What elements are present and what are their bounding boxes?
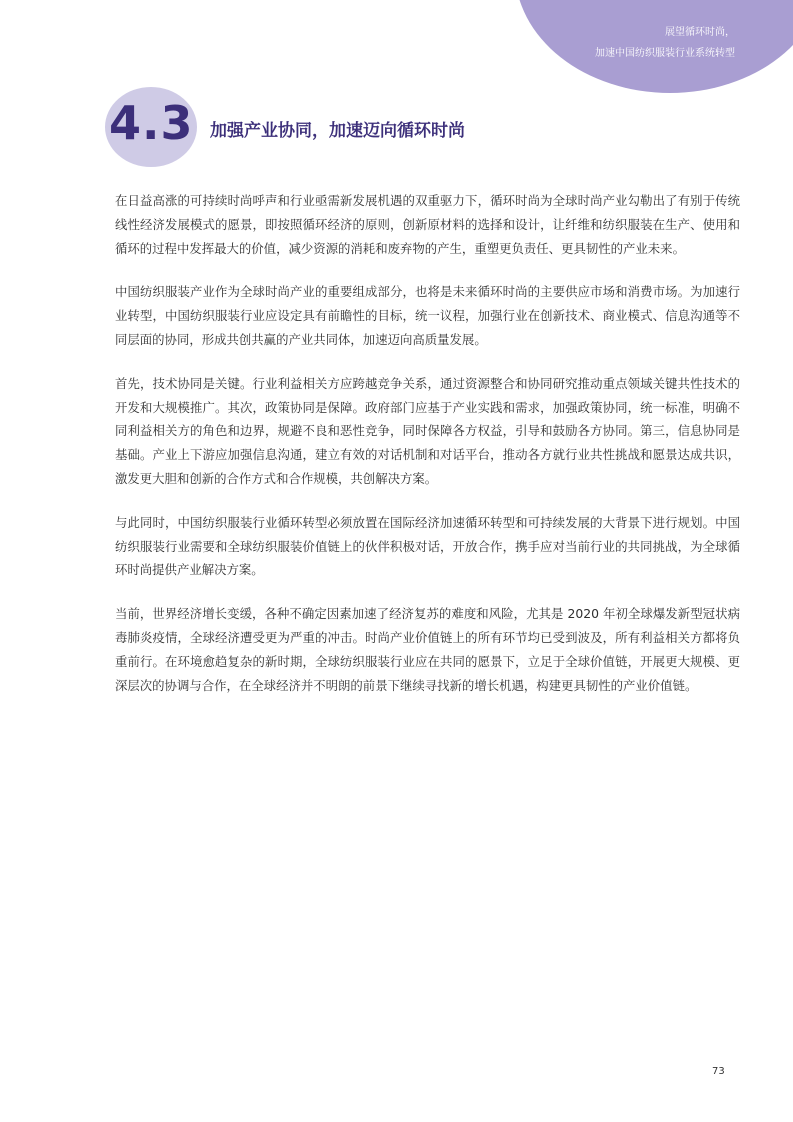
paragraph-5: 当前，世界经济增长变缓，各种不确定因素加速了经济复苏的难度和风险，尤其是 2020 年初全球爆发新型冠状病毒肺炎疫情，全球经济遭受更为严重的冲击。时尚产业价值链上的所有环节均已受到波及，所有利益相关方都将负重前行。在环境愈趋复杂的新时期，全球纺织服装行业应在共同的愿景下，立足于全球价值链，开展更大规模、更深层次的协调与合作，在全球经济并不明朗的前景下继续寻找新的增长机遇，构建更具韧性的产业价值链。 xyxy=(115,606,740,693)
page-number: 73 xyxy=(712,1066,725,1077)
running-header xyxy=(595,22,735,64)
running-header-line-1: 展望循环时尚， xyxy=(665,27,735,38)
paragraph-2: 中国纺织服装产业作为全球时尚产业的重要组成部分，也将是未来循环时尚的主要供应市场和消费市场。为加速行业转型，中国纺织服装行业应设定具有前瞻性的目标，统一议程，加强行业在创新技术、商业模式、信息沟通等不同层面的协同，形成共创共赢的产业共同体，加速迈向高质量发展。 xyxy=(115,284,740,347)
running-header-line-2: 加速中国纺织服装行业系统转型 xyxy=(595,48,735,59)
paragraph-1: 在日益高涨的可持续时尚呼声和行业亟需新发展机遇的双重驱力下，循环时尚为全球时尚产业勾勒出了有别于传统线性经济发展模式的愿景，即按照循环经济的原则，创新原材料的选择和设计，让纤维和纺织服装在生产、使用和循环的过程中发挥最大的价值，减少资源的消耗和废弃物的产生，重塑更负责任、更具韧性的产业未来。 xyxy=(115,193,740,256)
paragraph-4: 与此同时，中国纺织服装行业循环转型必须放置在国际经济加速循环转型和可持续发展的大背景下进行规划。中国纺织服装行业需要和全球纺织服装价值链上的伙伴积极对话，开放合作，携手应对当前行业的共同挑战，为全球循环时尚提供产业解决方案。 xyxy=(115,514,740,578)
paragraph-3: 首先，技术协同是关键。行业利益相关方应跨越竞争关系，通过资源整合和协同研究推动重点领域关键共性技术的开发和大规模推广。其次，政策协同是保障。政府部门应基于产业实践和需求，加强政策协同，统一标准，明确不同利益相关方的角色和边界，规避不良和恶性竞争，同时保障各方权益，引导和鼓励各方协同。第三，信息协同是基础。产业上下游应加强信息沟通，建立有效的对话机制和对话平台，推动各方就行业共性挑战和愿景达成共识，激发更大胆和创新的合作方式和合作规模，共创解决方案。 xyxy=(115,375,740,486)
section-title: 加强产业协同，加速迈向循环时尚 xyxy=(210,121,465,141)
section-number: 4.3 xyxy=(109,96,194,150)
body-text xyxy=(115,189,740,717)
